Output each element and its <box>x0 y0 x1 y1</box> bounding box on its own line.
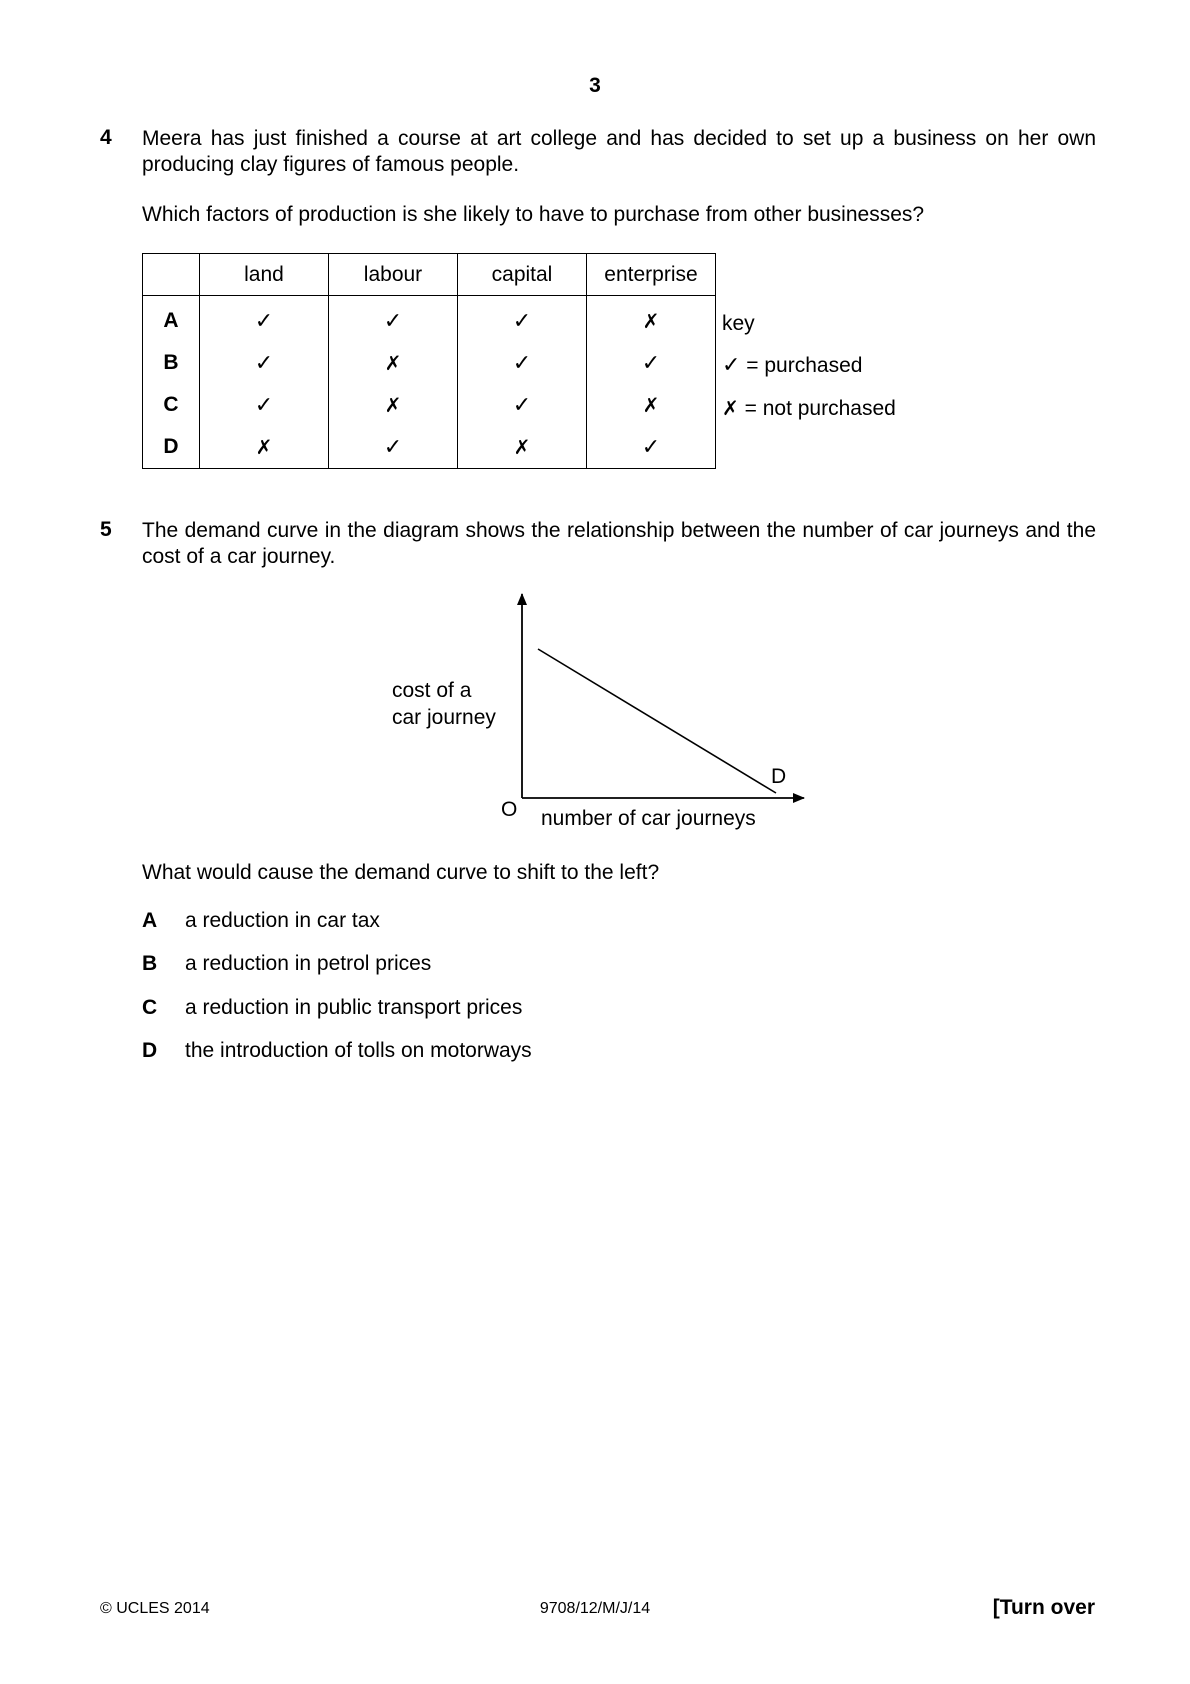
table-cell: ✗ <box>200 426 329 469</box>
table-cell: ✓ <box>587 426 716 469</box>
option-a-letter: A <box>142 909 158 932</box>
question-5-number: 5 <box>100 518 112 541</box>
option-c-letter: C <box>142 996 158 1019</box>
table-cell: ✗ <box>458 426 587 469</box>
key-purchased-text: = purchased <box>746 354 863 377</box>
option-d-text: the introduction of tolls on motorways <box>185 1039 532 1062</box>
tick-icon: ✓ <box>722 353 741 378</box>
table-cell: ✓ <box>200 296 329 343</box>
table-cell: ✓ <box>200 384 329 426</box>
table-cell: ✗ <box>587 384 716 426</box>
y-axis-label-line1: cost of a <box>392 679 472 702</box>
option-c-text: a reduction in public transport prices <box>185 996 523 1019</box>
table-cell: ✓ <box>587 342 716 384</box>
origin-label: O <box>501 798 518 821</box>
header-land: land <box>200 254 329 296</box>
option-b-text: a reduction in petrol prices <box>185 952 432 975</box>
table-cell: ✓ <box>329 296 458 343</box>
table-cell: ✗ <box>329 384 458 426</box>
table-cell: ✓ <box>458 296 587 343</box>
footer-paper-code: 9708/12/M/J/14 <box>539 1600 651 1617</box>
table-cell: ✗ <box>587 296 716 343</box>
row-label: B <box>143 342 200 384</box>
key-not-purchased-text: = not purchased <box>744 397 896 420</box>
cross-icon: ✗ <box>722 396 739 420</box>
table-cell: ✓ <box>458 384 587 426</box>
footer-turn-over: [Turn over <box>992 1596 1095 1619</box>
table-cell: ✓ <box>458 342 587 384</box>
question-4-number: 4 <box>100 126 112 149</box>
table-cell: ✓ <box>200 342 329 384</box>
row-label: A <box>143 296 200 343</box>
question-4-text: Meera has just finished a course at art college and has decided to set up a business on her own producing clay figures of famous people. <box>142 127 1096 176</box>
question-4-prompt: Which factors of production is she likely to have to purchase from other businesses? <box>142 203 925 226</box>
header-labour: labour <box>329 254 458 296</box>
header-capital: capital <box>458 254 587 296</box>
row-label: D <box>143 426 200 469</box>
question-5-prompt: What would cause the demand curve to shift to the left? <box>142 861 660 884</box>
demand-curve <box>538 649 776 793</box>
row-label: C <box>143 384 200 426</box>
question-5-text: The demand curve in the diagram shows the relationship between the number of car journeys and the cost of a car journey. <box>142 519 1096 568</box>
page-number: 3 <box>589 74 601 97</box>
key-title: key <box>722 312 755 335</box>
y-axis-label-line2: car journey <box>392 706 496 729</box>
option-b-letter: B <box>142 952 158 975</box>
option-d-letter: D <box>142 1039 158 1062</box>
header-enterprise: enterprise <box>587 254 716 296</box>
x-axis-label: number of car journeys <box>541 807 756 830</box>
footer-copyright: © UCLES 2014 <box>100 1600 210 1617</box>
table-cell: ✓ <box>329 426 458 469</box>
option-a-text: a reduction in car tax <box>185 909 380 932</box>
table-cell: ✗ <box>329 342 458 384</box>
demand-curve-label: D <box>771 765 787 788</box>
